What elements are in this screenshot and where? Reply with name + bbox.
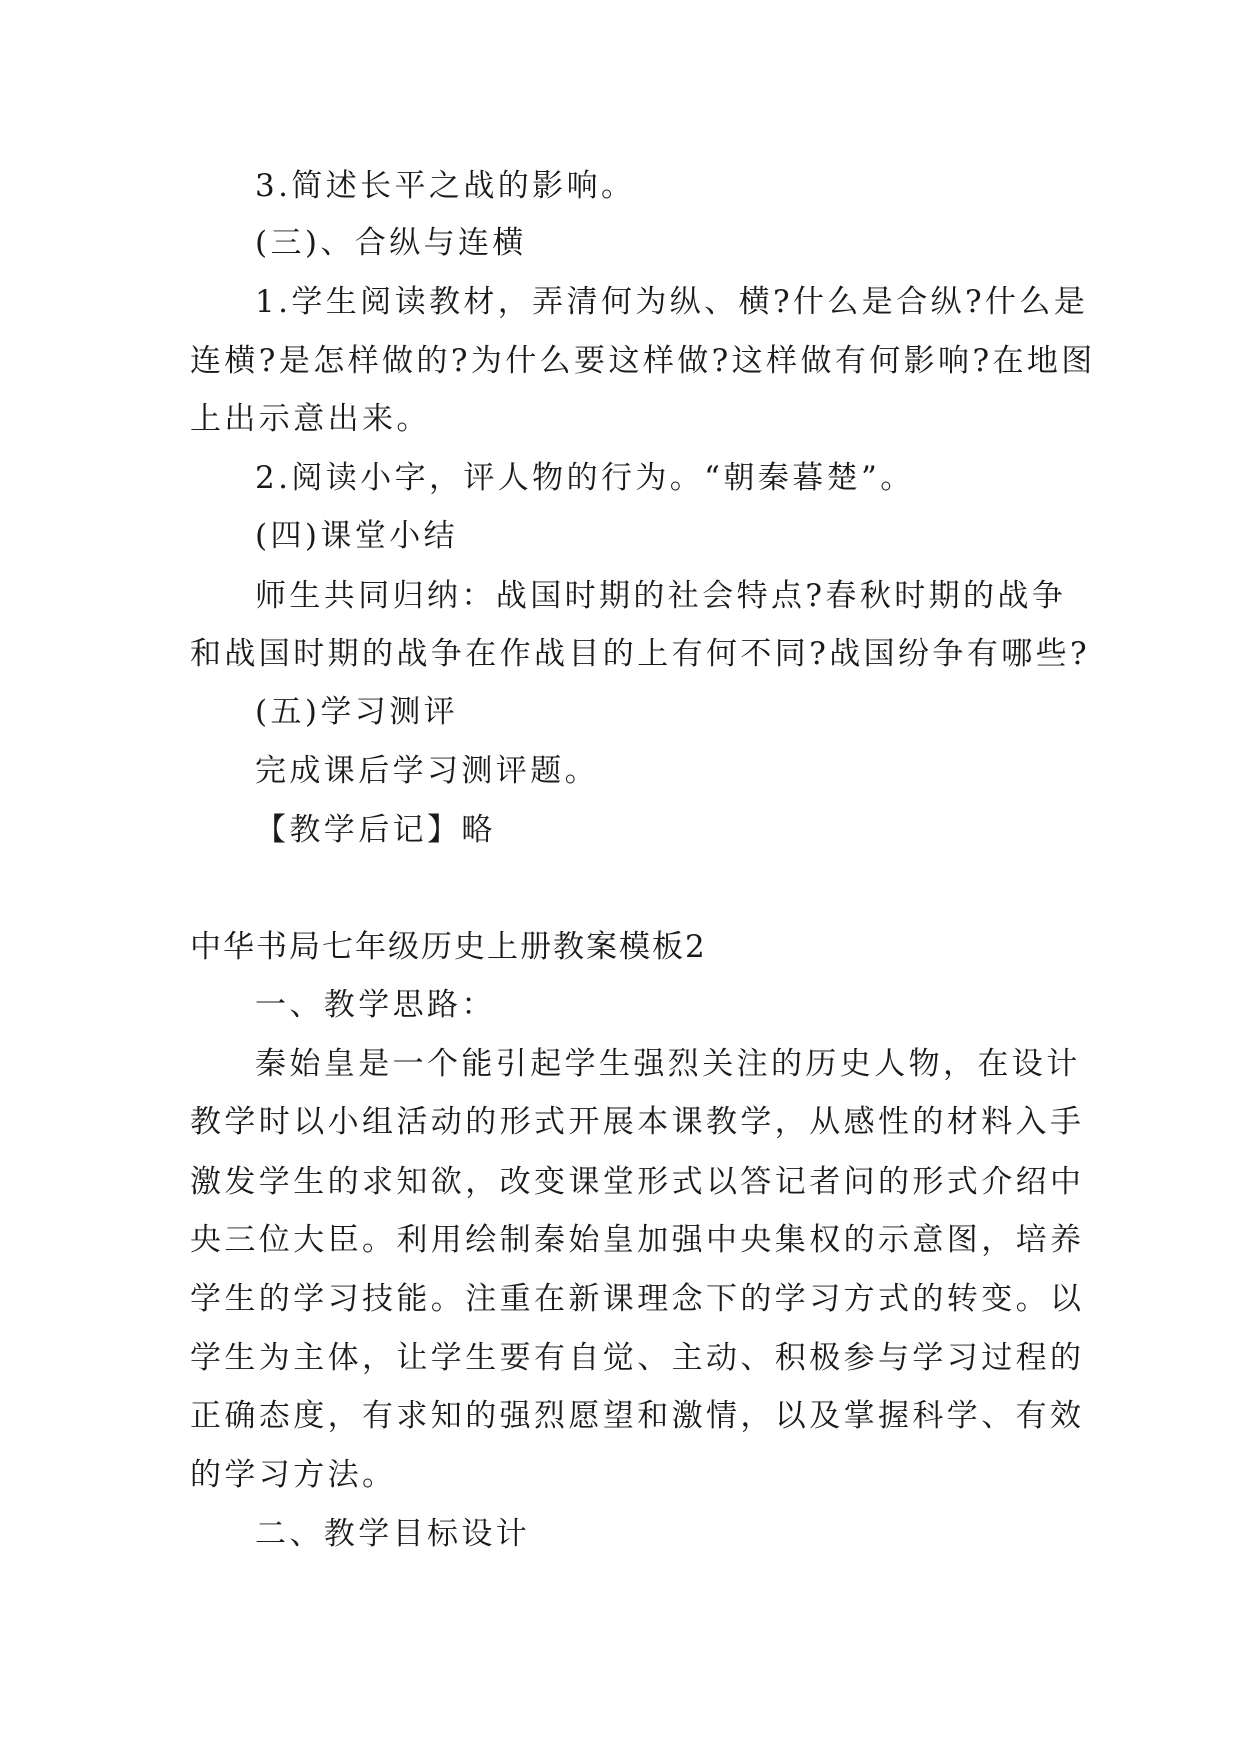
text-line: 央三位大臣。利用绘制秦始皇加强中央集权的示意图，培养 [190, 1222, 1085, 1258]
section-heading: 二、教学目标设计 [255, 1516, 531, 1552]
text-line: 【教学后记】略 [255, 812, 496, 848]
section-heading: 一、教学思路： [255, 987, 496, 1023]
text-line: 完成课后学习测评题。 [255, 753, 599, 789]
section-heading: (三)、合纵与连横 [255, 225, 527, 261]
text-line: 和战国时期的战争在作战目的上有何不同?战国纷争有哪些? [190, 636, 1091, 672]
document-title: 中华书局七年级历史上册教案模板2 [190, 929, 707, 965]
text-line: 秦始皇是一个能引起学生强烈关注的历史人物，在设计 [255, 1046, 1081, 1082]
text-line: 连横?是怎样做的?为什么要这样做?这样做有何影响?在地图 [190, 343, 1096, 379]
text-line: 1.学生阅读教材，弄清何为纵、横?什么是合纵?什么是 [255, 284, 1089, 320]
text-line: 正确态度，有求知的强烈愿望和激情，以及掌握科学、有效 [190, 1398, 1085, 1434]
text-line: 学生为主体，让学生要有自觉、主动、积极参与学习过程的 [190, 1340, 1085, 1376]
section-heading: (五)学习测评 [255, 694, 458, 730]
text-line: 学生的学习技能。注重在新课理念下的学习方式的转变。以 [190, 1281, 1085, 1317]
text-line: 师生共同归纳：战国时期的社会特点?春秋时期的战争 [255, 578, 1067, 614]
text-line: 教学时以小组活动的形式开展本课教学，从感性的材料入手 [190, 1104, 1085, 1140]
text-line: 激发学生的求知欲，改变课堂形式以答记者问的形式介绍中 [190, 1164, 1085, 1200]
text-line: 的学习方法。 [190, 1457, 397, 1493]
text-line: 3.简述长平之战的影响。 [255, 168, 636, 204]
text-line: 2.阅读小字，评人物的行为。“朝秦暮楚”。 [255, 460, 915, 496]
section-heading: (四)课堂小结 [255, 518, 458, 554]
text-line: 上出示意出来。 [190, 401, 431, 437]
